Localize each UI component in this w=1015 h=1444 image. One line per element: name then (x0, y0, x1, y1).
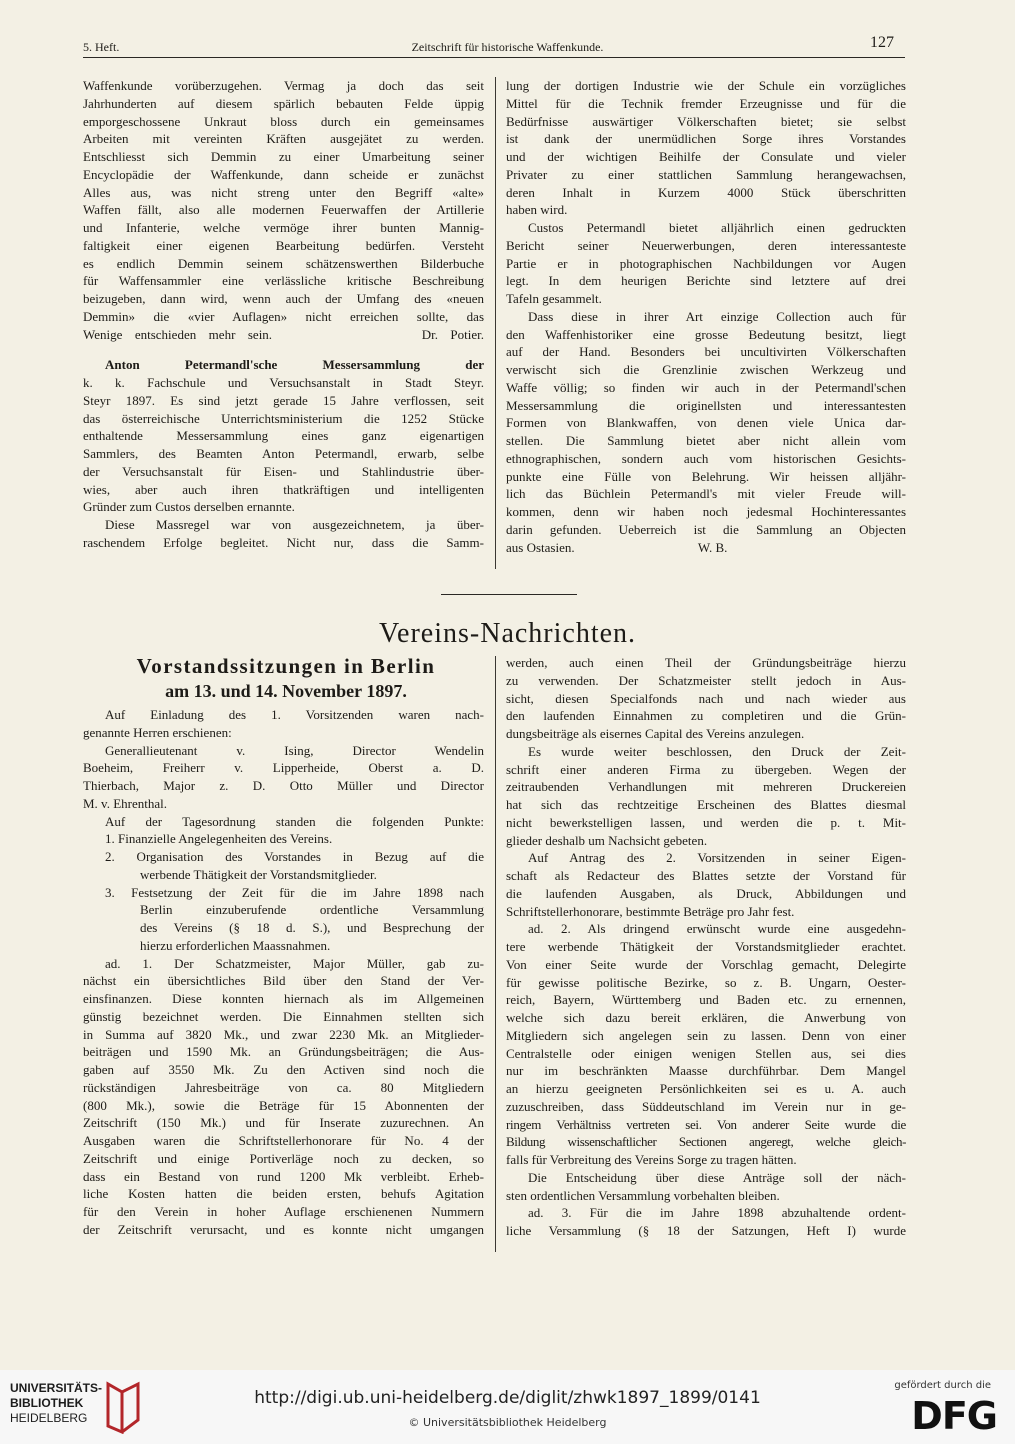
text-line: Sammlers, des Beamten Anton Petermandl, erwarb, selbe (83, 446, 484, 461)
subsection-date: am 13. und 14. November 1897. (165, 681, 407, 701)
text-line: schaft als Redacteur des Blattes setzte der Vorstand für (506, 868, 906, 883)
text-line: darin gefunden. Ueberreich ist die Sammlung an Objecten (506, 521, 906, 537)
text-line: einsfinanzen. Diese konnten hiernach als im Allgemeinen (83, 991, 484, 1006)
text-line: Wenige entschieden mehr sein. Dr. Potier. (83, 326, 484, 342)
text-line: enthaltende Messersammlung eines ganz eigenartigen (83, 428, 484, 444)
text-line: für Waffensammler eine verlässliche kritische Beschreibung (83, 273, 484, 289)
text-line: Custos Petermandl bietet alljährlich einen gedruckten (528, 220, 906, 235)
text-line: faltigkeit einer eigenen Bearbeitung bedürfen. Versteht (83, 237, 484, 253)
text-line: in Summa auf 3820 Mk., und zwar 2230 Mk. an Mitglieder- (83, 1026, 484, 1042)
text-line: beiträgen und 1590 Mk. an Gründungsbeiträgen; die Aus- (83, 1044, 484, 1060)
text-line: dass ein Bestand von rund 1200 Mk verbleibt. Erheb- (83, 1168, 484, 1184)
text-line: günstig bezeichnet werden. Die Einnahmen stellten sich (83, 1008, 484, 1024)
text-line: es endlich Demmin seinem schätzenswerthen Bilderbuche (83, 255, 484, 271)
section-title: Vereins-Nachrichten. (378, 618, 637, 649)
text-line: die laufenden Ausgaben, als Druck, Abbildungen und (506, 885, 906, 901)
text-line: ethnographischen, sondern auch vom historischen Gesichts- (506, 450, 906, 466)
text-line: für den Verein in hoher Auflage erschienenen Nummern (83, 1204, 484, 1219)
permalink-url[interactable]: http://digi.ub.uni-heidelberg.de/diglit/zhwk1897_1899/0141 (254, 1388, 761, 1408)
column-divider (495, 656, 496, 1252)
text-line: legt. In dem heurigen Berichte sind letztere auf drei (506, 273, 906, 289)
text-line: Es wurde weiter beschlossen, den Druck der Zeit- (528, 743, 906, 759)
text-line: werden, auch einen Theil der Gründungsbeiträge hierzu (506, 655, 906, 670)
text-line: auf der Hand. Besonders bei uncultivirten Völkerschaften (506, 344, 906, 360)
text-line: Gründer zum Custos derselben ernannte. (83, 499, 295, 515)
dfg-logo: DFG (911, 1394, 997, 1438)
text-line: für gewisse politische Bezirke, so z. B. Ungarn, Oester- (506, 974, 906, 990)
text-line: hierzu erforderlichen Maassnahmen. (140, 937, 331, 953)
text-line: welche sich dazu bereit erklären, die Anwerbung von (506, 1010, 906, 1025)
text-line: zuzuschreiben, dass Süddeutschland im Verein nur in ge- (506, 1098, 906, 1114)
text-line: Demmin» die «vier Auflagen» nicht erreichen sollte, das (83, 308, 484, 324)
copyright-notice: © Universitätsbibliothek Heidelberg (408, 1416, 607, 1429)
text-line: und Infanterie, welche vermöge ihrer bunten Mannig- (83, 220, 484, 235)
text-line: ad. 2. Als dringend erwünscht wurde eine ausgedehn- (528, 921, 906, 937)
text-line: Bericht seiner Neuerwerbungen, deren interessanteste (506, 237, 906, 253)
text-line: Alles aus, was nicht streng unter den Begriff «alte» (83, 184, 484, 200)
text-line: Entschliesst sich Demmin zu einer Umarbeitung seiner (83, 149, 484, 164)
text-line: den Waffenhistoriker eine grosse Bedeutung besitzt, liegt (506, 326, 906, 342)
text-line: Bildung wissenschaftlicher Sectionen angeregt, welche gleich- (506, 1134, 906, 1150)
column-top-right (506, 77, 906, 556)
text-line: stellen. Die Sammlung bietet aber nicht allein vom (506, 433, 906, 448)
text-line: zeitraubenden Verhandlungen mit mehreren Druckereien (506, 779, 906, 795)
library-name-line: UNIVERSITÄTS- (10, 1381, 103, 1395)
text-line: Auf der Tagesordnung standen die folgenden Punkte: (105, 813, 484, 829)
text-line: rückständigen Jahresbeiträge von ca. 80 Mitgliedern (83, 1079, 484, 1095)
text-line: sicht, diesen Specialfonds nach und nach wieder aus (506, 690, 906, 706)
text-line: Arbeiten mit vereinten Kräften ausgejätet zu werden. (83, 131, 484, 147)
library-name-line: HEIDELBERG (10, 1411, 88, 1425)
header-issue: 5. Heft. (83, 40, 120, 54)
text-line: Mitgliedern sich angelegen sein zu lassen. Denn von einer (506, 1027, 906, 1043)
text-line: werbende Thätigkeit der Vorstandsmitglieder. (140, 866, 377, 882)
column-divider (495, 77, 496, 569)
text-line: ringem Verhältniss vertreten sei. Von anderer Seite wurde die (506, 1116, 906, 1132)
text-line: ist dank der unermüdlichen Sorge ihres Vorstandes (506, 131, 906, 147)
column-top-left (83, 77, 484, 552)
funding-caption: gefördert durch die (894, 1380, 991, 1391)
text-line: kommen, denn wir haben noch jedesmal Hochinteressantes (506, 504, 906, 519)
text-line: nicht bewerkstelligen lassen, und werden die p. t. Mit- (506, 814, 906, 830)
text-line: des Vereins (§ 18 d. S.), und Besprechung der (140, 920, 484, 935)
text-line: Partie er in photographischen Nachbildungen vor Augen (506, 255, 906, 271)
text-line: Berlin einzuberufende ordentliche Versammlung (140, 902, 484, 918)
text-line: das österreichische Unterrichtsministerium die 1252 Stücke (83, 410, 484, 426)
text-line: verwischt sich die Grenzlinie zwischen Werkzeug und (506, 362, 906, 377)
text-line: an hierzu geeigneten Persönlichkeiten sei es u. A. auch (506, 1081, 906, 1096)
text-line: Ausgaben waren die Schriftstellerhonorare für No. 4 der (83, 1133, 484, 1148)
subsection-title: Vorstandssitzungen in Berlin (136, 654, 436, 678)
text-line: Diese Massregel war von ausgezeichnetem, ja über- (105, 517, 484, 532)
text-line: Encyclopädie der Waffenkunde, dann scheide er zunächst (83, 166, 484, 182)
text-line: Waffenkunde vorüberzugehen. Vermag ja doch das seit (83, 78, 484, 93)
text-line: Waffen fällt, also alle modernen Feuerwaffen der Artillerie (83, 202, 484, 218)
text-line: k. k. Fachschule und Versuchsanstalt in Stadt Steyr. (83, 375, 484, 390)
text-line: Bedürfnisse auswärtiger Völkerschaften bietet; sie selbst (506, 113, 906, 129)
text-line: raschendem Erfolge begleitet. Nicht nur, dass die Samm- (83, 534, 484, 550)
text-line: Schriftstellerhonorare, bestimmte Beträge pro Jahr fest. (506, 903, 795, 919)
text-line: beizugeben, dann wird, wenn auch der Umfang des «neuen (83, 291, 484, 306)
text-line: zu verwenden. Der Schatzmeister stellt jedoch in Aus- (506, 672, 906, 688)
text-line: M. v. Ehrenthal. (83, 795, 167, 811)
text-line: ad. 1. Der Schatzmeister, Major Müller, gab zu- (105, 955, 484, 971)
text-line: ad. 3. Für die im Jahre 1898 abzuhaltende ordent- (528, 1205, 906, 1221)
text-line: dungsbeiträge als eisernes Capital des Vereins anzulegen. (506, 726, 805, 741)
text-line: lung der dortigen Industrie wie der Schule ein vorzügliches (506, 78, 906, 93)
text-line: Die Entscheidung über diese Anträge soll der näch- (528, 1169, 906, 1185)
header-page-number: 127 (870, 34, 894, 51)
text-line: Tafeln gesammelt. (506, 291, 602, 306)
text-line: emporgeschossene Unkraut bloss durch ein gemeinsames (83, 113, 484, 129)
library-name-line: BIBLIOTHEK (10, 1396, 84, 1410)
footer-bar (0, 1370, 1015, 1444)
column-bottom-right (506, 654, 906, 1240)
text-line: Zeitschrift und einige Portiverläge noch zu decken, so (83, 1150, 484, 1166)
text-line: und der wichtigen Beihilfe der Consulate und vieler (506, 149, 906, 164)
text-line: Thierbach, Major z. D. Otto Müller und Director (83, 778, 484, 793)
agenda-item: 3. Festsetzung der Zeit für die im Jahre 1898 nach (105, 884, 484, 900)
text-line: Centralstelle oder einigen wenigen Stellen aus, sei dies (506, 1045, 906, 1061)
text-line: Jahrhunderten auf diesem spärlich bebauten Felde üppig (83, 95, 484, 111)
text-line: liche Versammlung (§ 18 der Satzungen, Heft I) wurde (506, 1223, 906, 1238)
text-line: gaben auf 3550 Mk. Zu den Activen sind noch die (83, 1062, 484, 1077)
text-line: liche Kosten hatten die beiden ersten, behufs Agitation (83, 1186, 484, 1202)
text-line: nur im beschränkten Maasse durchführbar. Dem Mangel (506, 1063, 906, 1079)
text-line: Mittel für die Technik fremder Erzeugnisse und für die (506, 95, 906, 111)
text-line-heading: Anton Petermandl'sche Messersammlung der (105, 357, 484, 373)
column-bottom-left (83, 706, 484, 1239)
text-line: Boeheim, Freiherr v. Lipperheide, Oberst a. D. (83, 760, 484, 776)
text-line: hat sich das rechtzeitige Erscheinen des Blattes diesmal (506, 797, 906, 812)
text-line: genannte Herren erschienen: (83, 724, 232, 740)
text-line: Auf Antrag des 2. Vorsitzenden in seiner Eigen- (528, 850, 906, 866)
text-line: Formen von Blankwaffen, von denen viele Unica dar- (506, 415, 906, 431)
text-line: Privater zu einer stattlichen Sammlung herangewachsen, (506, 166, 906, 182)
text-line: wies, aber auch ihren thatkräftigen und intelligenten (83, 481, 484, 497)
header-rule (83, 57, 905, 58)
text-line: lich das Büchlein Petermandl's mit vieler Freude will- (506, 486, 906, 502)
text-line: falls für Verbreitung des Vereins Sorge zu tragen hätten. (506, 1152, 797, 1167)
text-line: Waffe völlig; so finden wir auch in der Petermandl'schen (506, 379, 906, 395)
text-line: Zeitschrift (150 Mk.) und für Inserate zuzurechnen. An (83, 1115, 484, 1131)
text-line: punkte eine Fülle von Belehrung. Wir heissen alljähr- (506, 468, 906, 484)
agenda-item: 2. Organisation des Vorstandes in Bezug auf die (105, 849, 484, 864)
header-journal-title: Zeitschrift für historische Waffenkunde. (411, 40, 604, 54)
text-line: Steyr 1897. Es sind jetzt gerade 15 Jahre verflossen, seit (83, 392, 484, 408)
text-line: reich, Bayern, Württemberg und Baden etc. zu ernennen, (506, 992, 906, 1008)
text-line: sten ordentlichen Versammlung vorbehalten bleiben. (506, 1187, 780, 1203)
text-line: Dass diese in ihrer Art einzige Collection auch für (528, 308, 906, 324)
text-line: nächst ein übersichtliches Bild über den Stand der Ver- (83, 973, 484, 989)
text-line: aus Ostasien. W. B. (506, 539, 728, 555)
text-line: den laufenden Einnahmen zu completiren und die Grün- (506, 708, 906, 724)
text-line: Generallieutenant v. Ising, Director Wendelin (105, 742, 484, 758)
text-line: (800 Mk.), sowie die Beträge für 15 Abonnenten der (83, 1097, 484, 1113)
text-line: Auf Einladung des 1. Vorsitzenden waren nach- (105, 707, 484, 722)
text-line: der Versuchsanstalt für Eisen- und Stahlindustrie über- (83, 463, 484, 479)
text-line: der Zeitschrift verursacht, und es konnte nicht umgangen (83, 1221, 484, 1237)
text-line: schrift einer anderen Firma zu übergeben. Wegen der (506, 761, 906, 777)
agenda-item: 1. Finanzielle Angelegenheiten des Vereins. (105, 831, 333, 847)
text-line: Messersammlung die originellsten und interessantesten (506, 397, 906, 413)
text-line: deren Inhalt in Kurzem 4000 Stück überschritten (506, 184, 906, 200)
text-line: Von einer Seite wurde der Vorschlag gemacht, Delegirte (506, 956, 906, 972)
section-separator (441, 594, 577, 595)
text-line: haben wird. (506, 202, 568, 218)
text-line: tere werbende Thätigkeit der Vorstandsmitglieder erachtet. (506, 939, 906, 954)
text-line: glieder deshalb um Nachsicht gebeten. (506, 832, 708, 848)
